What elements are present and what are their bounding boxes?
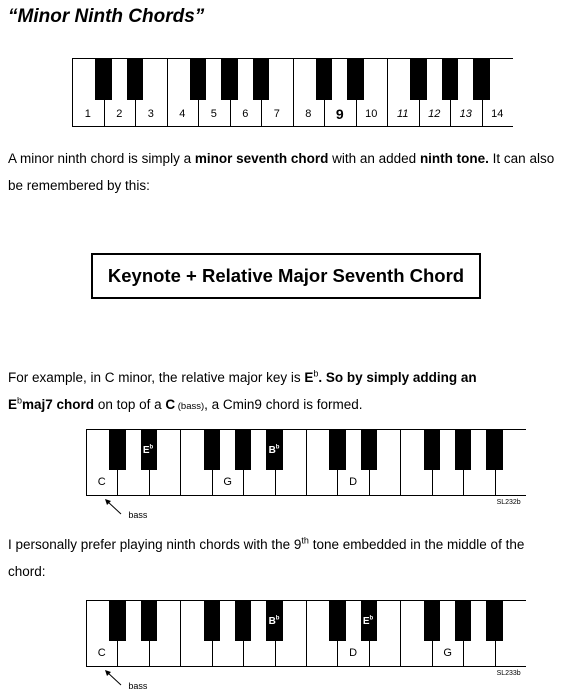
flat-sign: b bbox=[275, 615, 280, 622]
page-title: “Minor Ninth Chords” bbox=[8, 6, 205, 27]
text-segment-bold: ninth tone. bbox=[419, 151, 489, 166]
interval-number: 10 bbox=[365, 108, 378, 120]
black-key bbox=[235, 600, 251, 641]
flat-sign: b bbox=[149, 444, 154, 451]
black-key-label bbox=[143, 445, 153, 456]
white-key-divider bbox=[400, 429, 401, 495]
keyboard-diagram-cmin9-example bbox=[86, 429, 526, 520]
flat-sign: b bbox=[17, 395, 23, 406]
text-segment-bold: C bbox=[165, 397, 176, 412]
preference-paragraph bbox=[8, 531, 556, 585]
interval-number: 11 bbox=[397, 108, 409, 120]
black-key bbox=[329, 600, 345, 641]
flat-sign: b bbox=[313, 368, 319, 379]
text-segment-small: (bass) bbox=[175, 401, 205, 412]
keyboard-bottom-edge bbox=[86, 495, 526, 496]
interval-number: 5 bbox=[210, 108, 217, 120]
black-key bbox=[347, 58, 363, 100]
interval-number: 8 bbox=[305, 108, 312, 120]
black-key bbox=[204, 600, 220, 641]
black-key bbox=[221, 58, 237, 100]
white-key-divider bbox=[306, 600, 307, 666]
text-segment: A minor ninth chord is simply a bbox=[8, 151, 195, 166]
keyboard-bottom-edge bbox=[72, 126, 513, 127]
flat-sign: b bbox=[369, 615, 374, 622]
ordinal-suffix: th bbox=[301, 535, 309, 546]
black-key bbox=[486, 429, 502, 470]
interval-number: 12 bbox=[428, 108, 441, 120]
black-key-label bbox=[269, 445, 280, 456]
white-key-divider bbox=[293, 58, 294, 126]
interval-number: 1 bbox=[84, 108, 91, 120]
black-key bbox=[455, 429, 471, 470]
intro-paragraph bbox=[8, 145, 556, 199]
white-key-label: G bbox=[223, 476, 232, 488]
formula-box bbox=[91, 253, 481, 299]
black-key bbox=[329, 429, 345, 470]
black-key bbox=[95, 58, 111, 100]
black-key bbox=[486, 600, 502, 641]
text-segment-bold: E bbox=[8, 397, 18, 412]
interval-number: 6 bbox=[242, 108, 249, 120]
white-key-divider bbox=[180, 600, 181, 666]
bass-arrow-icon bbox=[103, 498, 123, 516]
interval-number: 7 bbox=[273, 108, 280, 120]
black-key bbox=[442, 58, 458, 100]
white-key-label: C bbox=[97, 476, 106, 488]
white-key-label: C bbox=[97, 647, 106, 659]
flat-sign: b bbox=[275, 444, 280, 451]
note-name: E bbox=[142, 444, 150, 456]
bass-arrow-icon bbox=[103, 669, 123, 687]
black-key bbox=[109, 600, 125, 641]
keyboard-diagram-cmin9-voicing bbox=[86, 600, 526, 691]
white-key-divider bbox=[86, 600, 87, 666]
interval-number: 14 bbox=[491, 108, 504, 120]
black-key bbox=[253, 58, 269, 100]
black-key bbox=[204, 429, 220, 470]
bass-label: bass bbox=[128, 510, 148, 520]
black-key bbox=[361, 429, 377, 470]
black-key bbox=[190, 58, 206, 100]
white-key-divider bbox=[387, 58, 388, 126]
note-name: B bbox=[268, 444, 276, 456]
interval-number: 2 bbox=[116, 108, 123, 120]
text-segment: with an added bbox=[328, 151, 420, 166]
black-key bbox=[127, 58, 143, 100]
black-key bbox=[455, 600, 471, 641]
keyboard-diagram-intervals bbox=[72, 58, 513, 126]
black-key bbox=[473, 58, 489, 100]
black-key-label bbox=[363, 616, 373, 627]
formula-text: Keynote + Relative Major Seventh Chord bbox=[107, 265, 465, 286]
black-key bbox=[141, 600, 157, 641]
white-key-divider bbox=[86, 429, 87, 495]
text-segment-bold: minor seventh chord bbox=[194, 151, 329, 166]
text-segment: I personally prefer playing ninth chords with the 9 bbox=[8, 537, 302, 552]
text-segment-bold: E bbox=[304, 370, 314, 385]
black-key bbox=[316, 58, 332, 100]
interval-number: 3 bbox=[147, 108, 154, 120]
white-key-label: D bbox=[349, 476, 358, 488]
note-name: E bbox=[362, 615, 370, 627]
example-paragraph bbox=[8, 364, 556, 420]
note-name: B bbox=[268, 615, 276, 627]
interval-number: 9 bbox=[335, 106, 344, 122]
interval-number: 4 bbox=[179, 108, 186, 120]
black-key bbox=[410, 58, 426, 100]
interval-number: 13 bbox=[459, 108, 472, 120]
diagram-code: SL233b bbox=[496, 670, 521, 677]
black-key bbox=[424, 600, 440, 641]
text-segment: It can also be remembered by this: bbox=[8, 151, 555, 193]
text-segment-bold: . So by simply adding an bbox=[318, 370, 477, 385]
text-segment: on top of a bbox=[94, 397, 166, 412]
white-key-divider bbox=[180, 429, 181, 495]
text-segment-bold: maj7 chord bbox=[22, 397, 95, 412]
black-key-label bbox=[269, 616, 280, 627]
text-segment: tone embedded in the middle of the chord: bbox=[8, 537, 525, 579]
black-key bbox=[235, 429, 251, 470]
black-key bbox=[424, 429, 440, 470]
diagram-code: SL232b bbox=[496, 499, 521, 506]
text-segment: For example, in C minor, the relative major key is bbox=[8, 370, 305, 385]
bass-label: bass bbox=[128, 681, 148, 691]
white-key-divider bbox=[400, 600, 401, 666]
white-key-label: D bbox=[349, 647, 358, 659]
white-key-divider bbox=[72, 58, 73, 126]
white-key-divider bbox=[167, 58, 168, 126]
keyboard-bottom-edge bbox=[86, 666, 526, 667]
text-segment: , a Cmin9 chord is formed. bbox=[204, 397, 363, 412]
white-key-label: G bbox=[443, 647, 452, 659]
black-key bbox=[109, 429, 125, 470]
white-key-divider bbox=[306, 429, 307, 495]
